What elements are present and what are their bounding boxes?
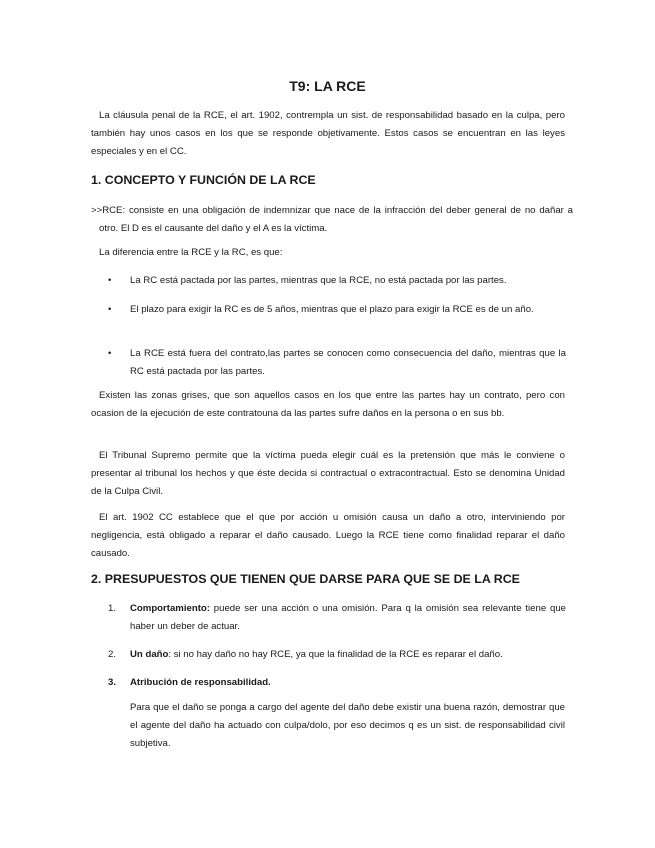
- bullet-item: [108, 345, 566, 381]
- bullet-text: La RC está pactada por las partes, mientras que la RCE, no está pactada por las partes.: [130, 275, 507, 286]
- bullet-item: [108, 272, 566, 290]
- section1-heading: 1. CONCEPTO Y FUNCIÓN DE LA RCE: [91, 173, 316, 187]
- difference-intro: La diferencia entre la RCE y la RC, es que:: [99, 247, 283, 258]
- item-label: Atribución de responsabilidad.: [130, 677, 271, 688]
- item-label: Comportamiento:: [130, 603, 210, 614]
- bullet-icon: •: [108, 275, 112, 286]
- numbered-item: [108, 674, 566, 692]
- art1902-paragraph: El art. 1902 CC establece que el que por acción u omisión causa un daño a otro, interviniendo por negligencia, está obligado a reparar el daño causado. Luego la RCE tiene como finalidad reparar el daño causado.: [91, 512, 565, 559]
- item-text: : si no hay daño no hay RCE, ya que la finalidad de la RCE es reparar el daño.: [168, 649, 503, 660]
- supreme-court-paragraph: El Tribunal Supremo permite que la víctima pueda elegir cuál es la pretensión que más le conviene o presentar al tribunal los hechos y que éste decida si contractual o extracontractual. Esto se denomina Unidad de la Culpa Civil.: [91, 450, 565, 497]
- rce-definition: >>RCE: consiste en una obligación de indemnizar que nace de la infracción del deber general de no dañar a otro. El D es el causante del daño y el A es la víctima.: [91, 205, 573, 234]
- item-label: Un daño: [130, 649, 169, 660]
- item-number: 3.: [108, 677, 117, 688]
- section2-heading: 2. PRESUPUESTOS QUE TIENEN QUE DARSE PARA QUE SE DE LA RCE: [91, 572, 520, 586]
- intro-paragraph: La cláusula penal de la RCE, el art. 1902, contrempla un sist. de responsabilidad basado en la culpa, pero también hay unos casos en los que se responde objetivamente. Estos casos se encuentran en las leyes especiales y en el CC.: [91, 110, 565, 157]
- bullet-icon: •: [108, 304, 112, 315]
- bullet-text: El plazo para exigir la RC es de 5 años, mientras que el plazo para exigir la RCE es de un año.: [130, 304, 534, 315]
- item-number: 2.: [108, 649, 117, 660]
- numbered-item: [108, 600, 566, 636]
- numbered-item: [108, 646, 566, 664]
- grey-zones-paragraph: Existen las zonas grises, que son aquellos casos en los que entre las partes hay un contrato, pero con ocasion de la ejecución de este contratouna da las partes sufre daños en la persona o en sus bb.: [91, 390, 565, 419]
- item-text: puede ser una acción o una omisión. Para q la omisión sea relevante tiene que haber un deber de actuar.: [130, 603, 566, 632]
- bullet-text: La RCE está fuera del contrato,las partes se conocen como consecuencia del daño, mientras que la RC está pactada por las partes.: [130, 348, 566, 377]
- item-number: 1.: [108, 603, 117, 614]
- bullet-item: [108, 301, 566, 319]
- attribution-paragraph: Para que el daño se ponga a cargo del agente del daño debe existir una buena razón, demostrar que el agente del daño ha actuado con culpa/dolo, por eso decimos q es un sist. de responsabilidad civil subjetiva.: [130, 702, 565, 749]
- bullet-icon: •: [108, 348, 112, 359]
- page-title: T9: LA RCE: [289, 78, 366, 94]
